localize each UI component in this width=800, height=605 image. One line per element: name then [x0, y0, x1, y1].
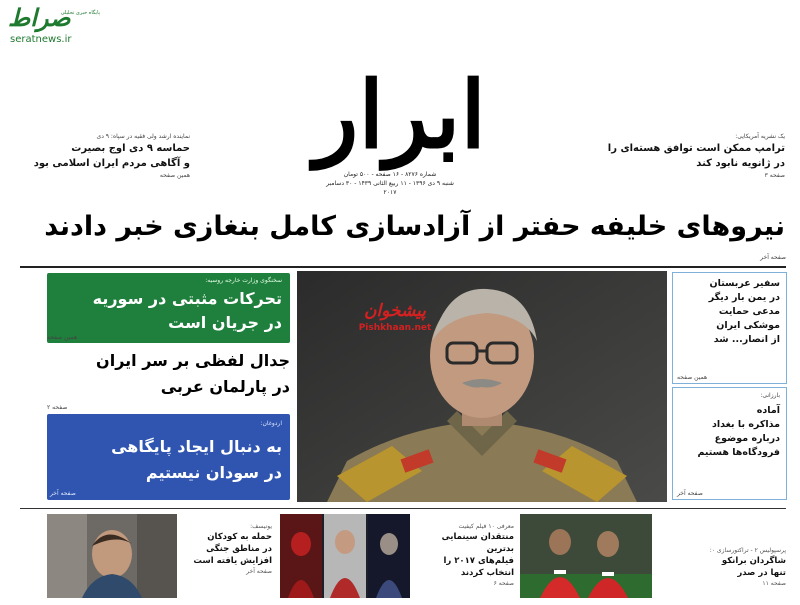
watermark-tagline: پایگاه خبری تحلیلی	[60, 10, 100, 16]
story-headline-line: جدال لفظی بر سر ایران	[96, 351, 290, 370]
story-headline-line: فرودگاه‌ها هستیم	[697, 447, 780, 458]
story-headline-line: تحرکات مثبتی در سوریه	[92, 289, 282, 308]
story-page-ref: همین صفحه	[47, 334, 78, 341]
story-headline-line: شاگردان برانکو	[721, 556, 786, 566]
story-headline-line: در سودان نیستیم	[145, 463, 282, 482]
right-story-box-2[interactable]	[672, 387, 787, 500]
watermark-url: seratnews.ir	[10, 34, 72, 45]
story-page-ref: صفحه ۶	[493, 580, 514, 587]
blue-story-box[interactable]	[47, 414, 290, 500]
photo-watermark-url: Pishkhaan.net	[358, 323, 432, 333]
issue-info	[325, 170, 455, 197]
watermark-logo	[8, 4, 100, 52]
teaser-headline-line: حماسه ۹ دی اوج بصیرت	[71, 143, 190, 154]
story-kicker: بارزانی:	[760, 392, 780, 399]
story-page-ref: صفحه ۱۱	[762, 580, 786, 587]
story-page-ref: صفحه آخر	[246, 568, 272, 575]
story-kicker: معرفی ۱۰ فیلم کیفیت	[458, 523, 514, 530]
story-headline-line: درباره موضوع	[714, 433, 780, 444]
mid-story-headline[interactable]	[47, 348, 290, 400]
story-headline-line: آماده	[756, 405, 780, 416]
story-headline-line: در جریان است	[168, 313, 282, 332]
divider-rule	[20, 508, 786, 509]
story-headline	[679, 277, 780, 347]
teaser-headline-line: در ژانویه نابود کند	[696, 158, 785, 169]
teaser-kicker: نماینده ارشد ولی فقیه در سپاه: ۹ دی	[96, 133, 190, 140]
football-photo-illustration	[520, 514, 652, 598]
main-headline[interactable]: نیروهای خلیفه حفتر از آزادسازی کامل بنغازی خبر دادند	[44, 211, 785, 242]
story-headline-line: مذاکره با بغداد	[712, 419, 780, 430]
teaser-headline-line: و آگاهی مردم ایران اسلامی بود	[33, 158, 190, 169]
story-headline	[679, 404, 780, 460]
story-headline-line: مدعی حمایت	[718, 306, 780, 317]
teaser-kicker: یک نشریه آمریکایی:	[735, 133, 785, 140]
story-headline-line: موشکی ایران	[716, 320, 780, 331]
bottom-story-1[interactable]	[180, 522, 272, 577]
teaser-page-ref: همین صفحه	[159, 172, 190, 179]
bottom-photo-football[interactable]	[520, 514, 652, 598]
story-headline-line: به دنبال ایجاد پایگاهی	[111, 437, 282, 456]
photo-watermark-text: پیشخوان	[364, 301, 426, 321]
story-headline-line: در پارلمان عربی	[160, 377, 290, 396]
bottom-story-2[interactable]	[414, 522, 514, 589]
right-story-box-1[interactable]	[672, 272, 787, 384]
green-story-box[interactable]	[47, 273, 290, 343]
story-headline-line: حمله به کودکان	[207, 532, 272, 542]
bottom-photo-films[interactable]	[280, 514, 410, 598]
film-posters-illustration	[280, 514, 410, 598]
top-left-teaser[interactable]	[20, 132, 190, 181]
bottom-photo-child[interactable]	[47, 514, 177, 598]
story-kicker: سخنگوی وزارت خارجه روسیه:	[205, 277, 282, 284]
story-headline-line: از انصار... شد	[713, 334, 780, 345]
story-headline	[53, 434, 282, 486]
story-page-ref: صفحه ۲	[47, 404, 68, 411]
story-headline-line: سفیر عربستان	[709, 278, 780, 289]
bottom-story-3[interactable]	[654, 546, 786, 589]
masthead	[300, 56, 500, 174]
story-headline-line: در مناطق جنگی	[206, 544, 272, 554]
main-headline-page-ref: صفحه آخر	[760, 254, 786, 261]
story-kicker: پرسپولیس ۲ - تراکتورسازی ۰:	[709, 547, 786, 554]
story-headline-line: فیلم‌های ۲۰۱۷ را	[443, 556, 514, 566]
story-headline	[53, 287, 282, 335]
story-kicker: یونیسف:	[250, 523, 272, 530]
newspaper-title: ابرار	[314, 61, 486, 169]
issue-date-line: شنبه ۹ دی ۱۳۹۶ - ۱۱ ربیع الثانی ۱۴۳۹ - ۳۰ دسامبر ۲۰۱۷	[326, 180, 454, 196]
story-headline-line: افزایش یافته است	[193, 556, 272, 566]
issue-line: شماره ۸۲۷۶ - ۱۶ صفحه - ۵۰۰ تومان	[343, 171, 437, 178]
story-kicker: اردوغان:	[260, 420, 282, 427]
story-headline-line: منتقدان سینمایی بدترین	[441, 532, 514, 554]
story-headline-line: انتخاب کردند	[460, 568, 514, 578]
divider-rule	[20, 266, 786, 268]
teaser-page-ref: صفحه ۳	[764, 172, 785, 179]
story-page-ref: صفحه آخر	[50, 490, 76, 497]
story-page-ref: صفحه آخر	[677, 490, 703, 497]
top-right-teaser[interactable]	[600, 132, 785, 181]
photo-watermark	[345, 300, 445, 334]
story-headline-line: در یمن بار دیگر	[708, 292, 780, 303]
watermark-logo-text: صراط	[8, 3, 71, 32]
teaser-headline-line: ترامپ ممکن است توافق هسته‌ای را	[607, 143, 785, 154]
story-headline-line: تنها در صدر	[737, 568, 786, 578]
story-page-ref: همین صفحه	[677, 374, 708, 381]
child-photo-illustration	[47, 514, 177, 598]
